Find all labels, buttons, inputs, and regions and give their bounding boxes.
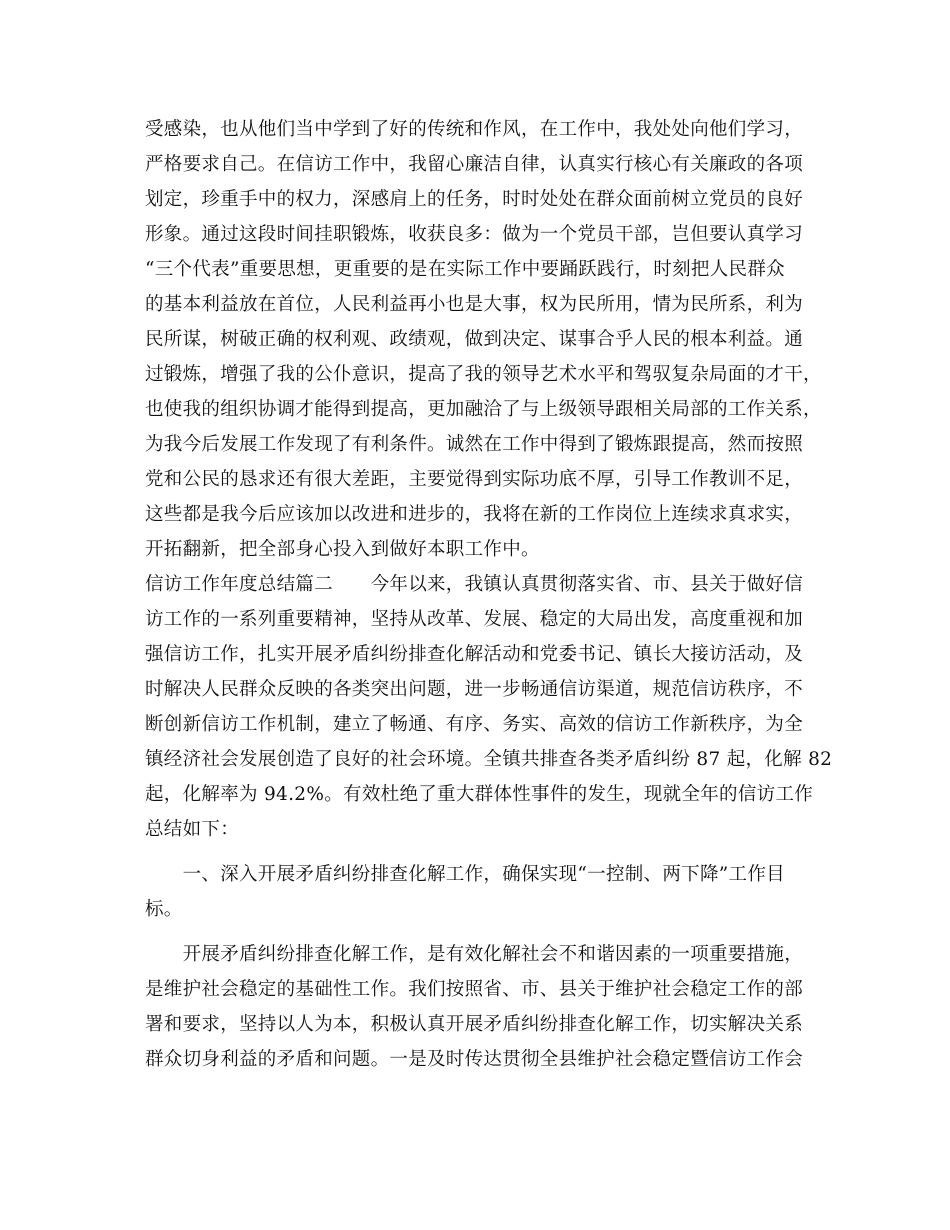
text-line: 时解决人民群众反映的各类突出问题，进一步畅通信访渠道，规范信访秩序，不 (145, 679, 804, 700)
text-line: 严格要求自己。在信访工作中，我留心廉洁自律，认真实行核心有关廉政的各项 (145, 154, 804, 175)
section-heading-line: 信访工作年度总结篇二 今年以来，我镇认真贯彻落实省、市、县关于做好信 (145, 574, 804, 595)
text-line: 开拓翻新，把全部身心投入到做好本职工作中。 (145, 539, 540, 560)
text-line: 形象。通过这段时间挂职锻炼，收获良多：做为一个党员干部，岂但要认真学习 (145, 224, 804, 245)
subheading-line: 一、深入开展矛盾纠纷排查化解工作，确保实现“一控制、两下降”工作目 (145, 864, 785, 885)
text-line: 断创新信访工作机制，建立了畅通、有序、务实、高效的信访工作新秩序，为全 (145, 714, 804, 735)
text-line: 访工作的一系列重要精神，坚持从改革、发展、稳定的大局出发，高度重视和加 (145, 609, 804, 630)
text-line: 为我今后发展工作发现了有利条件。诚然在工作中得到了锻炼跟提高，然而按照 (145, 434, 804, 455)
text-line: 划定，珍重手中的权力，深感肩上的任务，时时处处在群众面前树立党员的良好 (145, 189, 804, 210)
text-line: 这些都是我今后应该加以改进和进步的，我将在新的工作岗位上连续求真求实， (145, 504, 804, 525)
text-line: 党和公民的恳求还有很大差距，主要觉得到实际功底不厚，引导工作教训不足， (145, 469, 804, 490)
text-line: 过锻炼，增强了我的公仆意识，提高了我的领导艺术水平和驾驭复杂局面的才干， (145, 364, 822, 385)
text-line: 镇经济社会发展创造了良好的社会环境。全镇共排查各类矛盾纠纷 87 起，化解 82 (145, 749, 833, 770)
text-line: 民所谋，树破正确的权利观、政绩观，做到决定、谋事合乎人民的根本利益。通 (145, 329, 804, 350)
text-line: 是维护社会稳定的基础性工作。我们按照省、市、县关于维护社会稳定工作的部 (145, 979, 804, 1000)
text-line: 起，化解率为 94.2%。有效杜绝了重大群体性事件的发生，现就全年的信访工作 (145, 784, 814, 805)
subheading-line: 标。 (145, 899, 183, 920)
text-line: 也使我的组织协调才能得到提高，更加融洽了与上级领导跟相关局部的工作关系， (145, 399, 822, 420)
text-line: 总结如下： (145, 819, 240, 840)
text-line: “三个代表”重要思想，更重要的是在实际工作中要踊跃践行，时刻把人民群众 (145, 259, 785, 280)
text-line: 群众切身利益的矛盾和问题。一是及时传达贯彻全县维护社会稳定暨信访工作会 (145, 1049, 804, 1070)
text-line: 开展矛盾纠纷排查化解工作，是有效化解社会不和谐因素的一项重要措施， (145, 944, 804, 965)
text-line: 的基本利益放在首位，人民利益再小也是大事，权为民所用，情为民所系，利为 (145, 294, 804, 315)
text-line: 强信访工作，扎实开展矛盾纠纷排查化解活动和党委书记、镇长大接访活动，及 (145, 644, 804, 665)
text-line: 受感染，也从他们当中学到了好的传统和作风，在工作中，我处处向他们学习， (145, 119, 804, 140)
text-line: 署和要求，坚持以人为本，积极认真开展矛盾纠纷排查化解工作，切实解决关系 (145, 1014, 804, 1035)
